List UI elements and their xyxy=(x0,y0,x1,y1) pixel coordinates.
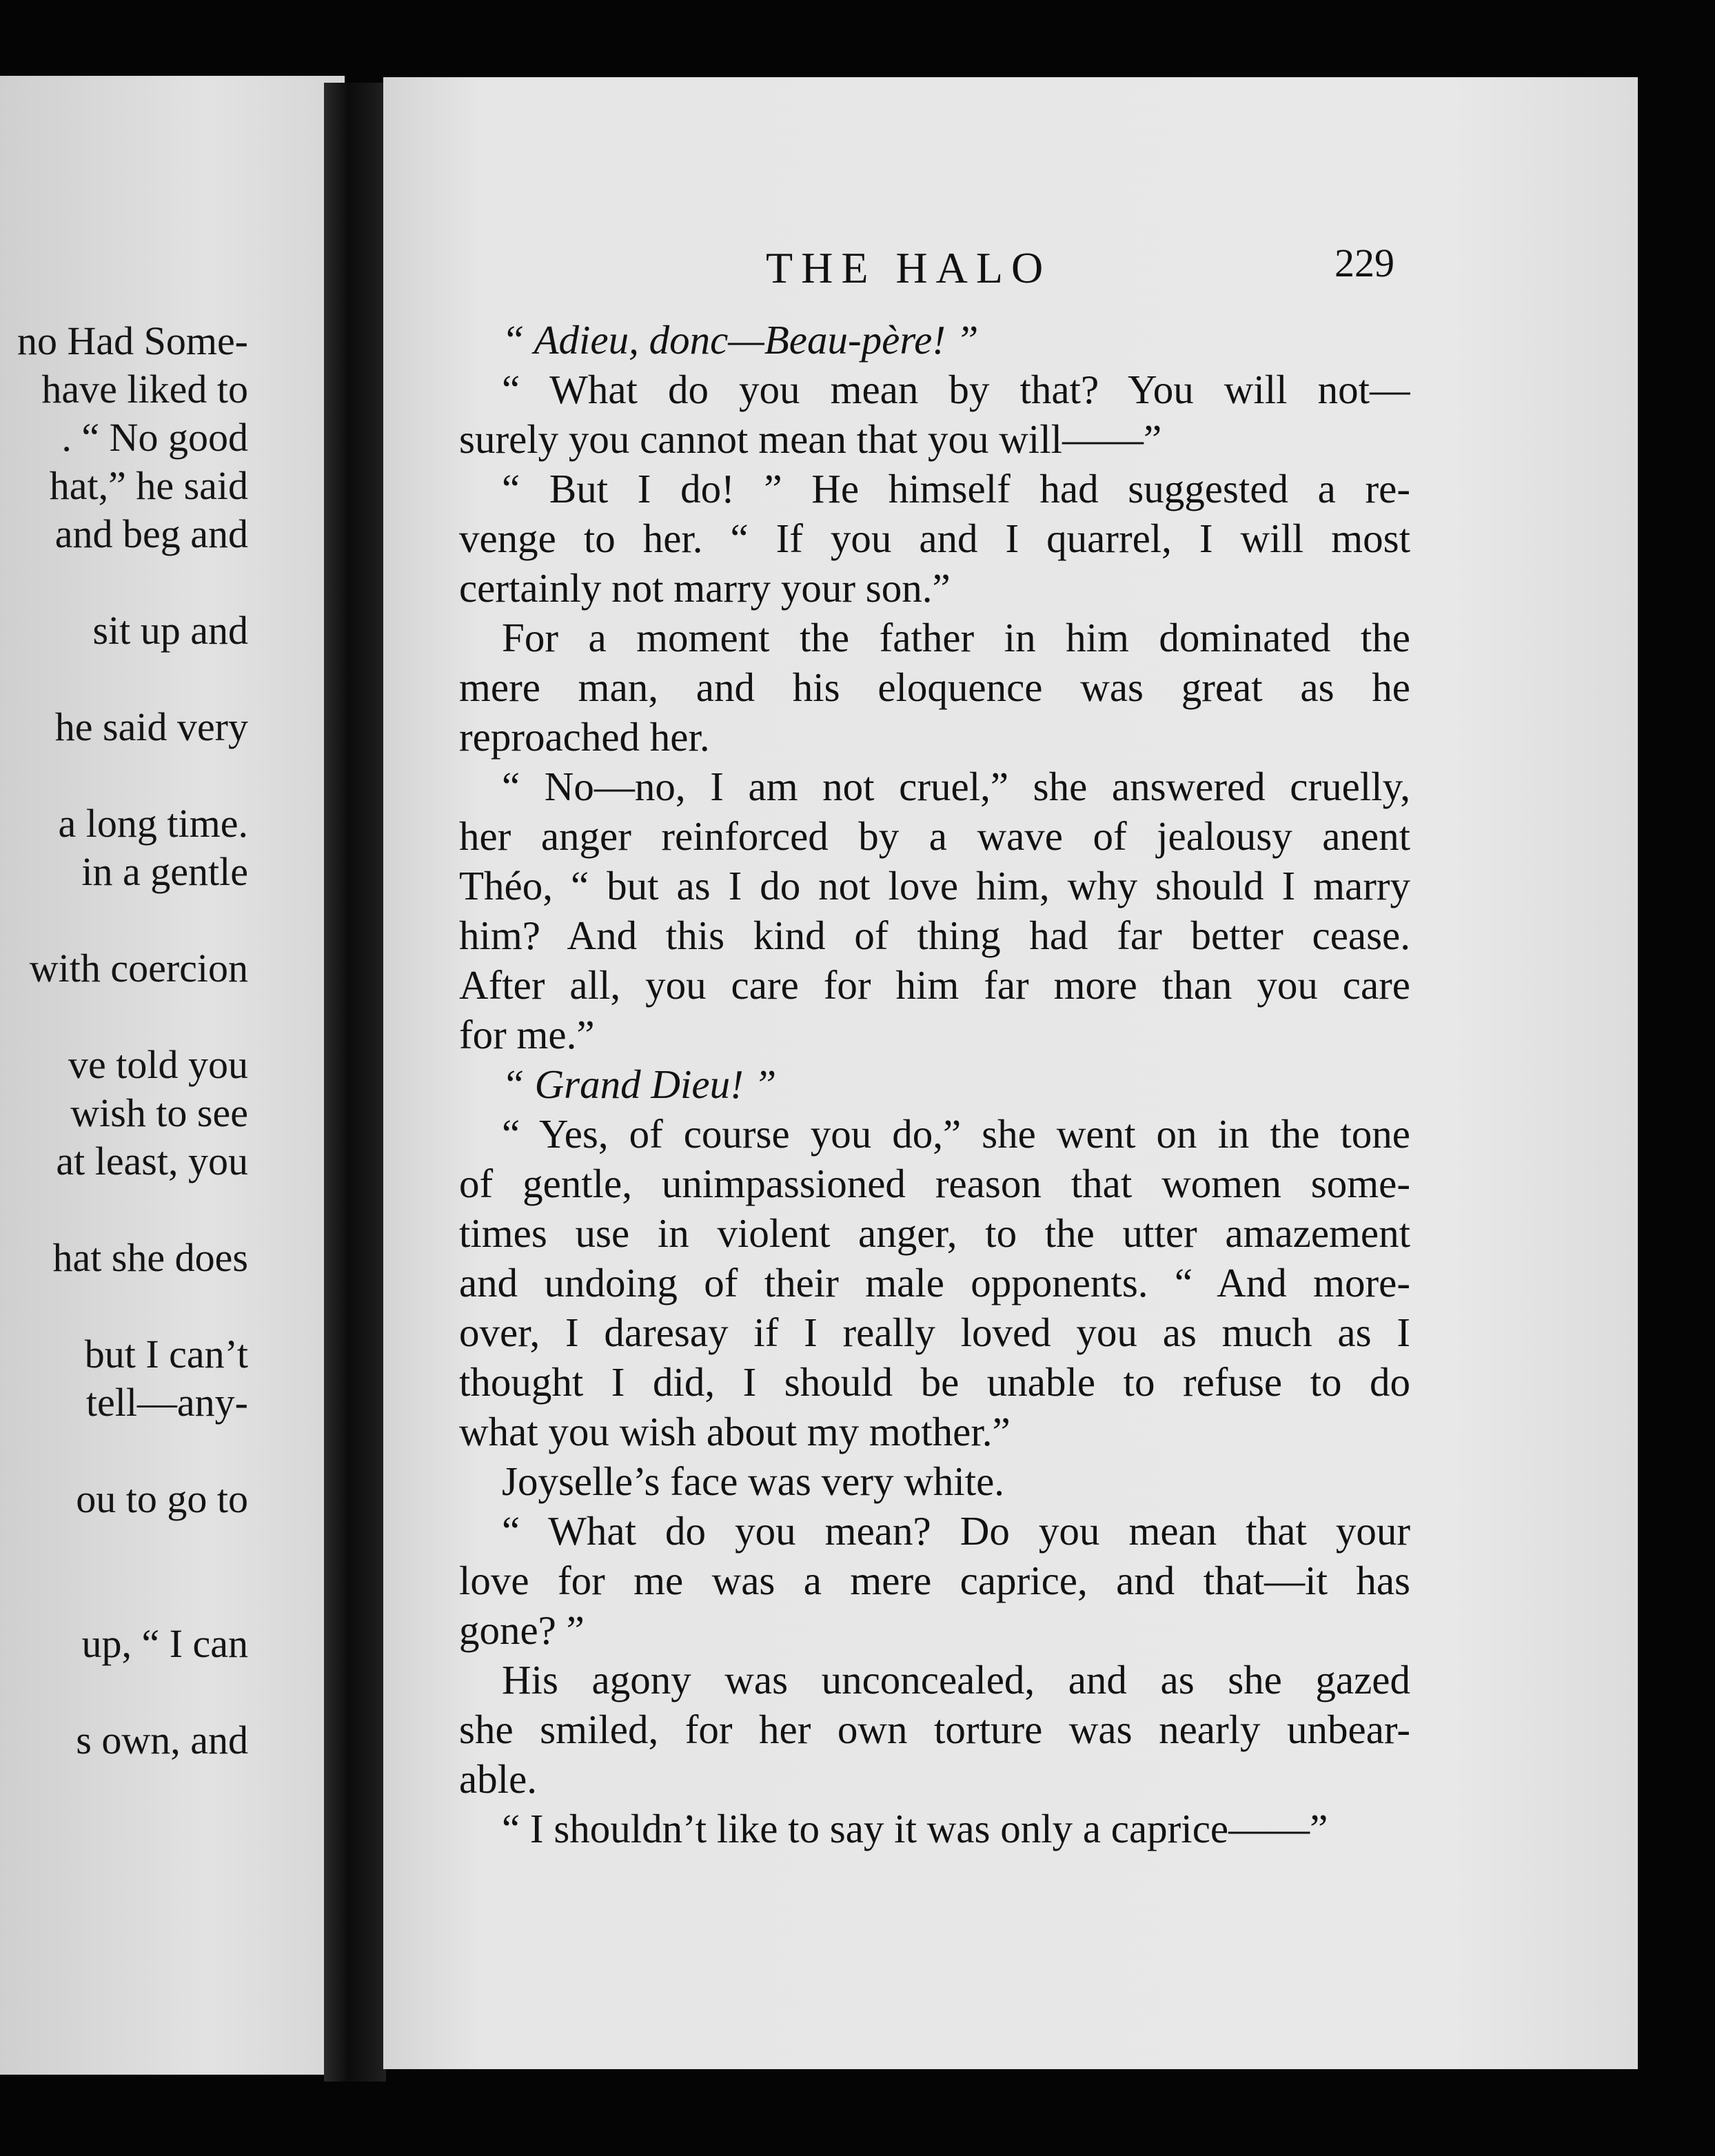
text-line: gone? ” xyxy=(459,1607,585,1653)
left-page-line: . “ No good xyxy=(61,415,248,460)
text-line: thought I did, I should be unable to refuse to do xyxy=(459,1359,1410,1405)
text-line: surely you cannot mean that you will——” xyxy=(459,416,1162,462)
left-page-line: a long time. xyxy=(58,801,248,846)
text-line: After all, you care for him far more than you care xyxy=(459,962,1410,1008)
left-page-line: in a gentle xyxy=(81,849,248,894)
text-line: “ But I do! ” He himself had suggested a re- xyxy=(502,466,1410,511)
text-line: venge to her. “ If you and I quarrel, I will most xyxy=(459,516,1410,561)
text-line: For a moment the father in him dominated the xyxy=(502,615,1410,660)
text-line: what you wish about my mother.” xyxy=(459,1409,1011,1454)
left-page-line: sit up and xyxy=(92,608,248,653)
left-page-line: have liked to xyxy=(41,367,248,411)
left-page-line: hat,” he said xyxy=(49,463,248,508)
text-line: “ Grand Dieu! ” xyxy=(502,1061,777,1107)
text-line: for me.” xyxy=(459,1012,595,1057)
body-text xyxy=(459,315,1410,1853)
text-line: love for me was a mere caprice, and that—it has xyxy=(459,1558,1410,1603)
text-line: able. xyxy=(459,1756,538,1802)
left-page-line: hat she does xyxy=(52,1235,248,1280)
left-page-line: tell—any- xyxy=(85,1380,248,1425)
text-line: of gentle, unimpassioned reason that women some- xyxy=(459,1161,1410,1206)
left-page-line: wish to see xyxy=(70,1090,248,1135)
text-line: certainly not marry your son.” xyxy=(459,565,951,611)
left-page-line: but I can’t xyxy=(84,1332,248,1376)
left-page-line: at least, you xyxy=(56,1139,248,1183)
text-line: him? And this kind of thing had far better cease. xyxy=(459,913,1410,958)
left-page-line: and beg and xyxy=(54,511,248,556)
right-page xyxy=(383,77,1638,2069)
text-line: reproached her. xyxy=(459,714,710,760)
text-line: “ Yes, of course you do,” she went on in the tone xyxy=(502,1111,1410,1157)
text-line: she smiled, for her own torture was nearly unbear- xyxy=(459,1707,1410,1752)
left-page xyxy=(0,76,345,2075)
left-page-line: with coercion xyxy=(29,946,248,990)
left-page-line: he said very xyxy=(54,704,248,749)
text-line: “ Adieu, donc—Beau-père! ” xyxy=(502,317,979,363)
left-page-line: ou to go to xyxy=(76,1476,248,1521)
book-gutter xyxy=(324,83,386,2082)
page-number: 229 xyxy=(1335,241,1394,285)
left-page-line: no Had Some- xyxy=(17,318,248,363)
text-line: “ What do you mean? Do you mean that your xyxy=(502,1508,1410,1554)
left-page-line: ve told you xyxy=(68,1042,248,1087)
text-line: times use in violent anger, to the utter amazement xyxy=(459,1210,1410,1256)
text-line: His agony was unconcealed, and as she gazed xyxy=(502,1657,1410,1702)
text-line: mere man, and his eloquence was great as he xyxy=(459,664,1410,710)
text-line: over, I daresay if I really loved you as much as I xyxy=(459,1310,1410,1355)
running-head: THE HALO xyxy=(766,243,1052,292)
text-line: “ I shouldn’t like to say it was only a caprice——” xyxy=(502,1806,1328,1851)
text-line: “ No—no, I am not cruel,” she answered cruelly, xyxy=(502,764,1410,809)
text-line: her anger reinforced by a wave of jealousy anent xyxy=(459,813,1410,859)
text-line: Joyselle’s face was very white. xyxy=(502,1458,1005,1504)
text-line: Théo, “ but as I do not love him, why should I marry xyxy=(459,863,1410,908)
left-page-line: up, “ I can xyxy=(81,1621,248,1666)
text-line: “ What do you mean by that? You will not— xyxy=(502,367,1410,412)
left-page-line: s own, and xyxy=(76,1718,248,1762)
text-line: and undoing of their male opponents. “ And more- xyxy=(459,1260,1410,1305)
